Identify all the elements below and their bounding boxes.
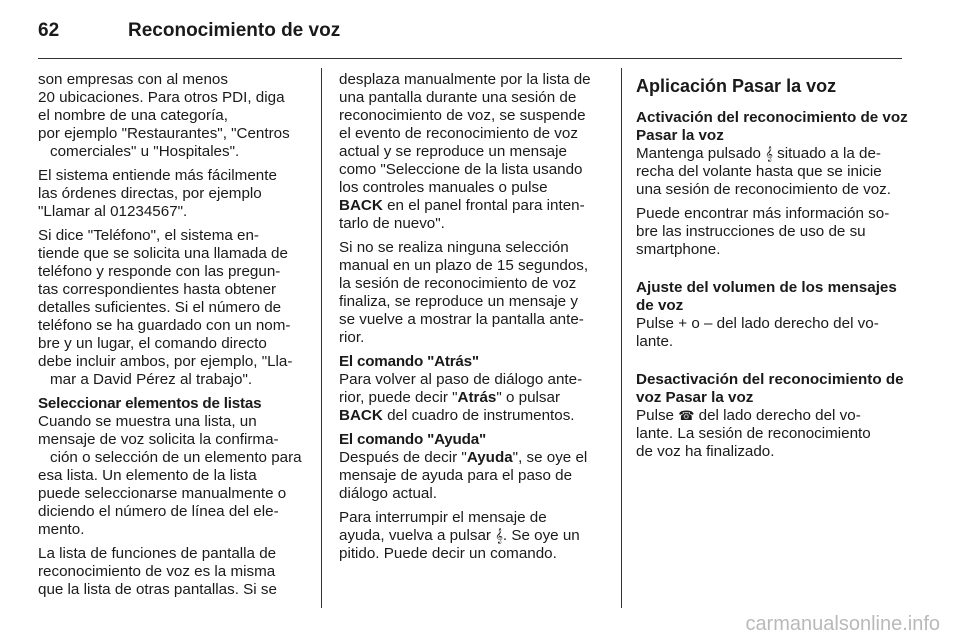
subheading-activation: Activación del reconocimiento de voz	[636, 109, 908, 126]
heading-select-list-items: Seleccionar elementos de listas	[38, 395, 262, 412]
subheading-deactivation: Desactivación del reconocimiento de	[636, 371, 904, 388]
paragraph-deactivation: Pulse ☎ del lado derecho del vo- lante. La sesión de reconocimiento de voz ha finalizado.	[636, 407, 871, 460]
paragraph-list-functions: La lista de funciones de pantalla de reconocimiento de voz es la misma que la lista de otras pantallas. Si se	[38, 545, 277, 598]
column-divider-1	[321, 68, 322, 608]
paragraph-back-command: Para volver al paso de diálogo ante- rior, puede decir "Atrás" o pulsar BACK del cuadro de instrumentos.	[339, 371, 583, 424]
plus-icon: +	[678, 315, 688, 332]
heading-help-command: El comando "Ayuda"	[339, 431, 486, 448]
paragraph-smartphone-info: Puede encontrar más información so- bre las instrucciones de uso de su smartphone.	[636, 205, 890, 258]
paragraph-direct-commands: El sistema entiende más fácilmente las órdenes directas, por ejemplo "Llamar al 01234567".	[38, 167, 277, 220]
paragraph-interrupt-help: Para interrumpir el mensaje de ayuda, vuelva a pulsar 𝄞. Se oye un pitido. Puede decir un comando.	[339, 509, 580, 562]
paragraph-volume: Pulse + o – del lado derecho del vo- lante.	[636, 315, 879, 350]
voice-button-icon: 𝄞	[495, 528, 503, 543]
subheading-volume: Ajuste del volumen de los mensajes	[636, 279, 897, 296]
section-title: Aplicación Pasar la voz	[636, 76, 837, 96]
heading-back-command: El comando "Atrás"	[339, 353, 479, 370]
page-title: Reconocimiento de voz	[128, 20, 341, 41]
paragraph-list-selection: Cuando se muestra una lista, un mensaje de voz solicita la confirma- ción o selección de un elemento para esa lista. Un elemento de la lista puede seleccionarse manualmente o diciendo el número de línea del ele- mento.	[38, 413, 302, 538]
column-1	[38, 71, 306, 605]
voice-button-icon: 𝄞	[765, 146, 773, 161]
page-number: 62	[38, 20, 60, 41]
header-divider	[38, 58, 902, 59]
paragraph-timeout: Si no se realiza ninguna selección manual en un plazo de 15 segundos, la sesión de reconocimiento de voz finaliza, se reproduce un mensaje y se vuelve a mostrar la pantalla ante- rior.	[339, 239, 589, 346]
watermark: carmanualsonline.info	[745, 613, 940, 635]
phone-hangup-icon: ☎	[678, 408, 695, 423]
back-key-label: BACK	[339, 197, 383, 214]
column-2	[339, 71, 607, 569]
paragraph-activation: Mantenga pulsado 𝄞 situado a la de- recha del volante hasta que se inicie una sesión de reconocimiento de voz.	[636, 145, 891, 198]
paragraph-poi-categories: son empresas con al menos 20 ubicaciones. Para otros PDI, diga el nombre de una categoría, por ejemplo "Restaurantes", "Centros comerciales" u "Hospitales".	[38, 71, 290, 160]
paragraph-telephone: Si dice "Teléfono", el sistema en- tiende que se solicita una llamada de teléfono y responde con las pregun- tas correspondientes hasta obtener detalles suficientes. Si el número de teléfono se ha guardado con un nom- bre y un lugar, el comando directo debe incluir ambos, por ejemplo, "Lla- mar a David Pérez al trabajo".	[38, 227, 293, 388]
paragraph-help-command: Después de decir "Ayuda", se oye el mensaje de ayuda para el paso de diálogo actual.	[339, 449, 588, 502]
column-3: Aplicación Pasar la voz Activación del reconocimiento de voz Pasar la voz Mantenga pulsado 𝄞 situado a la de- recha del volante hasta que se inicie una sesión de reconocimiento de voz. Puede encontrar más información so- bre las instrucciones de uso de su smartphone. Ajuste del volumen de los mensajes de voz Pulse + o – del lado derecho del vo- lante. Desactivación del reconocimiento de voz Pasar la voz Pulse ☎ del lado derecho del vo- lante. La sesión de reconocimiento de voz ha finalizado.	[636, 76, 908, 460]
paragraph-manual-scroll: desplaza manualmente por la lista de una pantalla durante una sesión de reconocimiento de voz, se suspende el evento de reconocimiento de voz actual y se reproduce un mensaje como "Seleccione de la lista usando los controles manuales o pulse BACK en el panel frontal para inten- tarlo de nuevo".	[339, 71, 591, 232]
minus-icon: –	[703, 315, 713, 332]
column-divider-2	[621, 68, 622, 608]
